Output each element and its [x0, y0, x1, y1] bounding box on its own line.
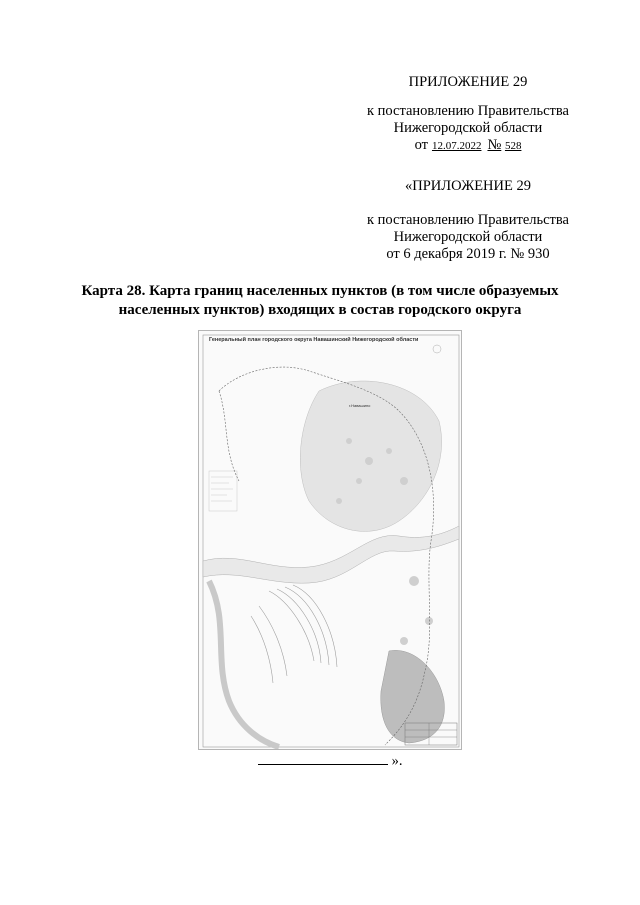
map-heading-line1: Карта 28. Карта границ населенных пунктов (в том числе образуемых	[81, 283, 559, 299]
appendix-previous-heading: «ПРИЛОЖЕНИЕ 29	[405, 178, 531, 194]
appendix-current-block	[338, 74, 598, 155]
map-heading-line2: населенных пунктов) входящих в состав городского округа	[118, 302, 522, 318]
resolution-number: 528	[504, 140, 522, 152]
map-graphic	[199, 331, 462, 750]
date-prefix: от	[414, 137, 428, 153]
appendix-previous-line3: от 6 декабря 2019 г. № 930	[386, 246, 550, 262]
map-city-label: г.Навашино	[349, 403, 371, 408]
appendix-current-heading: ПРИЛОЖЕНИЕ 29	[408, 74, 528, 90]
map-heading	[60, 282, 580, 320]
appendix-current-line1: к постановлению Правительства	[367, 103, 569, 119]
closing-quote: ».	[391, 753, 403, 769]
number-sign: №	[487, 137, 502, 153]
signature-line	[258, 752, 388, 765]
closing-line	[258, 752, 403, 770]
appendix-previous-block	[338, 178, 598, 263]
appendix-current-date-line	[338, 137, 598, 155]
appendix-previous-line1: к постановлению Правительства	[367, 212, 569, 228]
appendix-current-line2: Нижегородской области	[393, 120, 543, 136]
resolution-date: 12.07.2022	[431, 140, 482, 152]
general-plan-map	[198, 330, 462, 750]
appendix-previous-line2: Нижегородской области	[393, 229, 543, 245]
map-title: Генеральный план городского округа Навашинский Нижегородской области	[209, 337, 419, 343]
